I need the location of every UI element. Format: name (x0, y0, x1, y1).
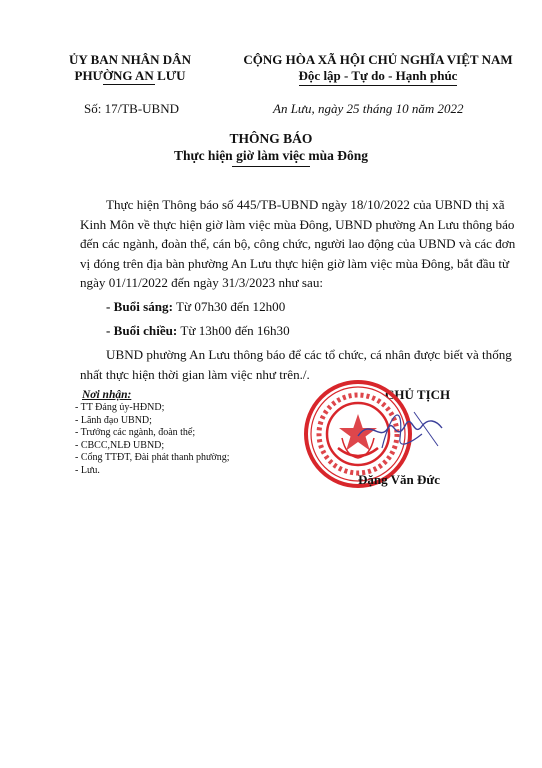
body-paragraph-1-line-4: vị đóng trên địa bàn phường An Lưu thực hiện giờ làm việc mùa Đông, bắt đầu từ (80, 255, 510, 271)
body-paragraph-1-line-5: ngày 01/11/2022 đến ngày 31/3/2023 như sau: (80, 275, 324, 290)
subtitle-underline (232, 166, 310, 167)
document-title: THÔNG BÁO (229, 131, 313, 146)
recipient-item: - Lưu. (75, 465, 100, 476)
issuer-line-1: ỦY BAN NHÂN DÂN (69, 52, 191, 67)
recipient-item: - Lãnh đạo UBND; (75, 414, 152, 426)
motto-underline (299, 85, 457, 86)
recipient-item: - CBCC,NLĐ UBND; (75, 439, 165, 451)
place-date: An Lưu, ngày 25 tháng 10 năm 2022 (273, 101, 464, 116)
issuer-underline (103, 84, 155, 85)
document-number: Số: 17/TB-UBND (84, 101, 179, 116)
afternoon-label: - Buổi chiều: (106, 323, 178, 338)
body-paragraph-1-line-2: Kinh Môn về thực hiện giờ làm việc mùa Đông, UBND phường An Lưu thông báo (80, 216, 515, 232)
recipient-item: - TT Đảng ủy-HĐND; (75, 402, 165, 413)
recipients-heading: Nơi nhận: (82, 389, 132, 401)
body-paragraph-1-line-3: đến các ngành, đoàn thể, cán bộ, công chức, người lao động của UBND và các đơn (80, 236, 516, 251)
body-paragraph-1-line-1: Thực hiện Thông báo số 445/TB-UBND ngày 18/10/2022 của UBND thị xã (106, 197, 505, 212)
body-paragraph-2-line-1: UBND phường An Lưu thông báo để các tổ chức, cá nhân được biết và thống (106, 347, 512, 362)
morning-value: Từ 07h30 đến 12h00 (172, 299, 286, 314)
recipient-item: - Cổng TTĐT, Đài phát thanh phường; (75, 452, 230, 464)
recipient-item: - Trưởng các ngành, đoàn thể; (75, 427, 196, 439)
afternoon-value: Từ 13h00 đến 16h30 (177, 323, 290, 338)
motto-line: Độc lập - Tự do - Hạnh phúc (298, 68, 458, 83)
nation-line: CỘNG HÒA XÃ HỘI CHỦ NGHĨA VIỆT NAM (243, 52, 513, 67)
handwritten-signature (352, 398, 447, 458)
issuer-line-2: PHƯỜNG AN LƯU (74, 68, 186, 83)
document-subtitle: Thực hiện giờ làm việc mùa Đông (173, 148, 369, 163)
morning-hours (106, 297, 285, 317)
signer-role: CHỦ TỊCH (385, 387, 451, 402)
body-paragraph-2-line-2: nhất thực hiện thời gian làm việc như trên./. (80, 366, 310, 382)
morning-label: - Buổi sáng: (106, 299, 173, 314)
afternoon-hours (106, 321, 290, 341)
signer-name: Đặng Văn Đức (358, 472, 440, 487)
